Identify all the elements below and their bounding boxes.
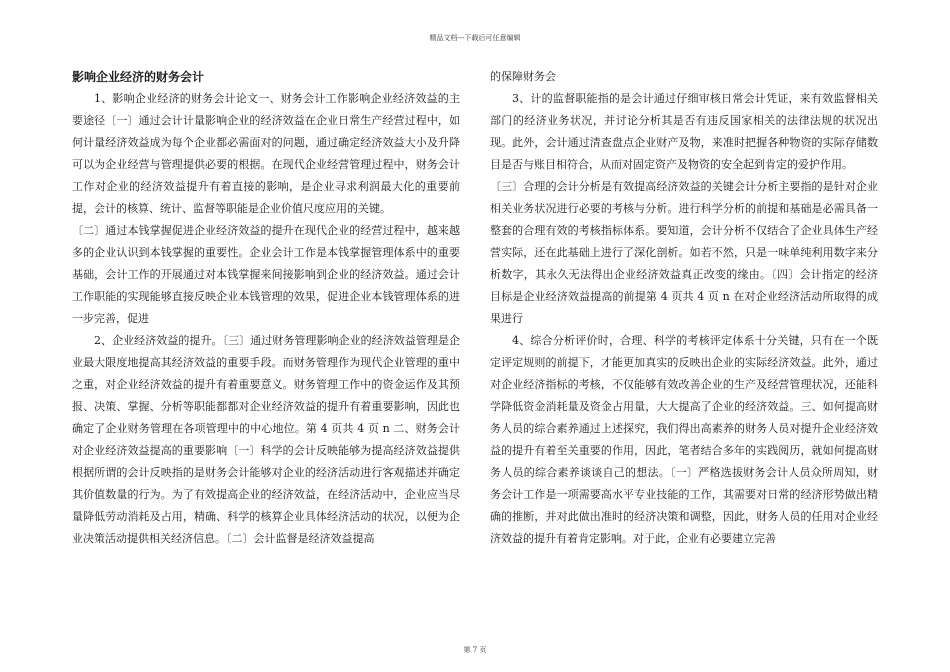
page-footer [0, 645, 950, 655]
page-number: 第 7 页 [463, 646, 487, 654]
paragraph: 的保障财务会 [490, 70, 556, 83]
paragraph: 1、影响企业经济的财务会计论文一、财务会计工作影响企业经济效益的主要途径〔一〕通过会计计量影响企业的经济效益在企业日常生产经营过程中，如何计量经济效益成为每个企业都必需面对的问题，通过确定经济效益大小及升降可以为企业经营与管理提供必要的根据。在现代企业经营管理过程中，财务会计工作对企业的经济效益提升有着直接的影响，是企业寻求利润最大化的重要前提，会计的核算、统计、监督等职能是企业价值尺度应用的关键。 [72, 92, 460, 215]
right-column [490, 66, 878, 550]
paragraph: 2、企业经济效益的提升。〔三〕通过财务管理影响企业的经济效益管理是企业最大限度地提高其经济效益的重要手段。而财务管理作为现代企业管理的重中之重，对企业经济效益的提升有着重要意义。财务管理工作中的资金运作及其预报、决策、掌握、分析等职能都都对企业经济效益的提升有着重要影响，因此也确定了企业财务管理在各项管理中的中心地位。第 4 页共 4 页 n 二、财务会计对企业经济效益提高的重要影响〔一〕科学的会计反映能够为提高经济效益提供根据所谓的会计反映指的是财务会计能够对企业的经济活动进行客观描述并确定其价值数量的行为。为了有效提高企业的经济效益，在经济活动中，企业应当尽量降低劳动消耗及占用，精确、科学的核算企业具体经济活动的状况，以便为企业决策活动提供相关经济信息。〔二〕会计监督是经济效益提高 [72, 334, 460, 545]
paragraph: 〔二〕通过本钱掌握促进企业经济效益的提升在现代企业的经营过程中，越来越多的企业认识到本钱掌握的重要性。企业会计工作是本钱掌握管理体系中的重要基础，会计工作的开展通过对本钱掌握来间接影响到企业的经济效益。通过会计工作职能的实现能够直接反映企业本钱管理的效果，促进企业本钱管理体系的进一步完善，促进 [72, 224, 460, 325]
paragraph: 3、计的监督职能指的是会计通过仔细审核日常会计凭证，来有效监督相关部门的经济业务状况，并讨论分析其是否有违反国家相关的法律法规的状况出现。此外，会计通过清查盘点企业财产及物，来准时把握各种物资的实际存储数目是否与账目相符合，从而对固定资产及物资的安全起到肯定的爱护作用。 [490, 92, 878, 171]
document-title: 影响企业经济的财务会计 [72, 70, 205, 84]
left-column [72, 66, 460, 550]
header-text: 精品文档---下载后可任意编辑 [429, 34, 521, 42]
paragraph: 4、综合分析评价时，合理、科学的考核评定体系十分关键，只有在一个既定评定规则的前提下，才能更加真实的反映出企业的实际经济效益。此外，通过对企业经济指标的考核，不仅能够有效改善企业的生产及经营管理状况，还能科学降低资金消耗量及资金占用量，大大提高了企业的经济效益。三、如何提高财务人员的综合素养通过上述探究，我们得出高素养的财务人员对提升企业经济效益的提升有着至关重要的作用，因此，笔者结合多年的实践阅历，就如何提高财务人员的综合素养谈谈自己的想法。〔一〕严格选拔财务会计人员众所周知，财务会计工作是一项需要高水平专业技能的工作，其需要对日常的经济形势做出精确的推断，并对此做出准时的经济决策和调整，因此，财务人员的任用对企业经济效益的提升有着肯定影响。对于此，企业有必要建立完善 [490, 334, 878, 545]
paragraph: 〔三〕合理的会计分析是有效提高经济效益的关键会计分析主要指的是针对企业相关业务状况进行必要的考核与分析。进行科学分析的前提和基础是必需具备一整套的合理有效的考核指标体系。要知道，会计分析不仅结合了企业具体生产经营实际，还在此基础上进行了深化剖析。如若不然，只是一味单纯利用数字来分析数字，其永久无法得出企业经济效益真正改变的缘由。〔四〕会计指定的经济目标是企业经济效益提高的前提第 4 页共 4 页 n 在对企业经济活动所取得的成果进行 [490, 180, 878, 325]
page-header [0, 33, 950, 43]
